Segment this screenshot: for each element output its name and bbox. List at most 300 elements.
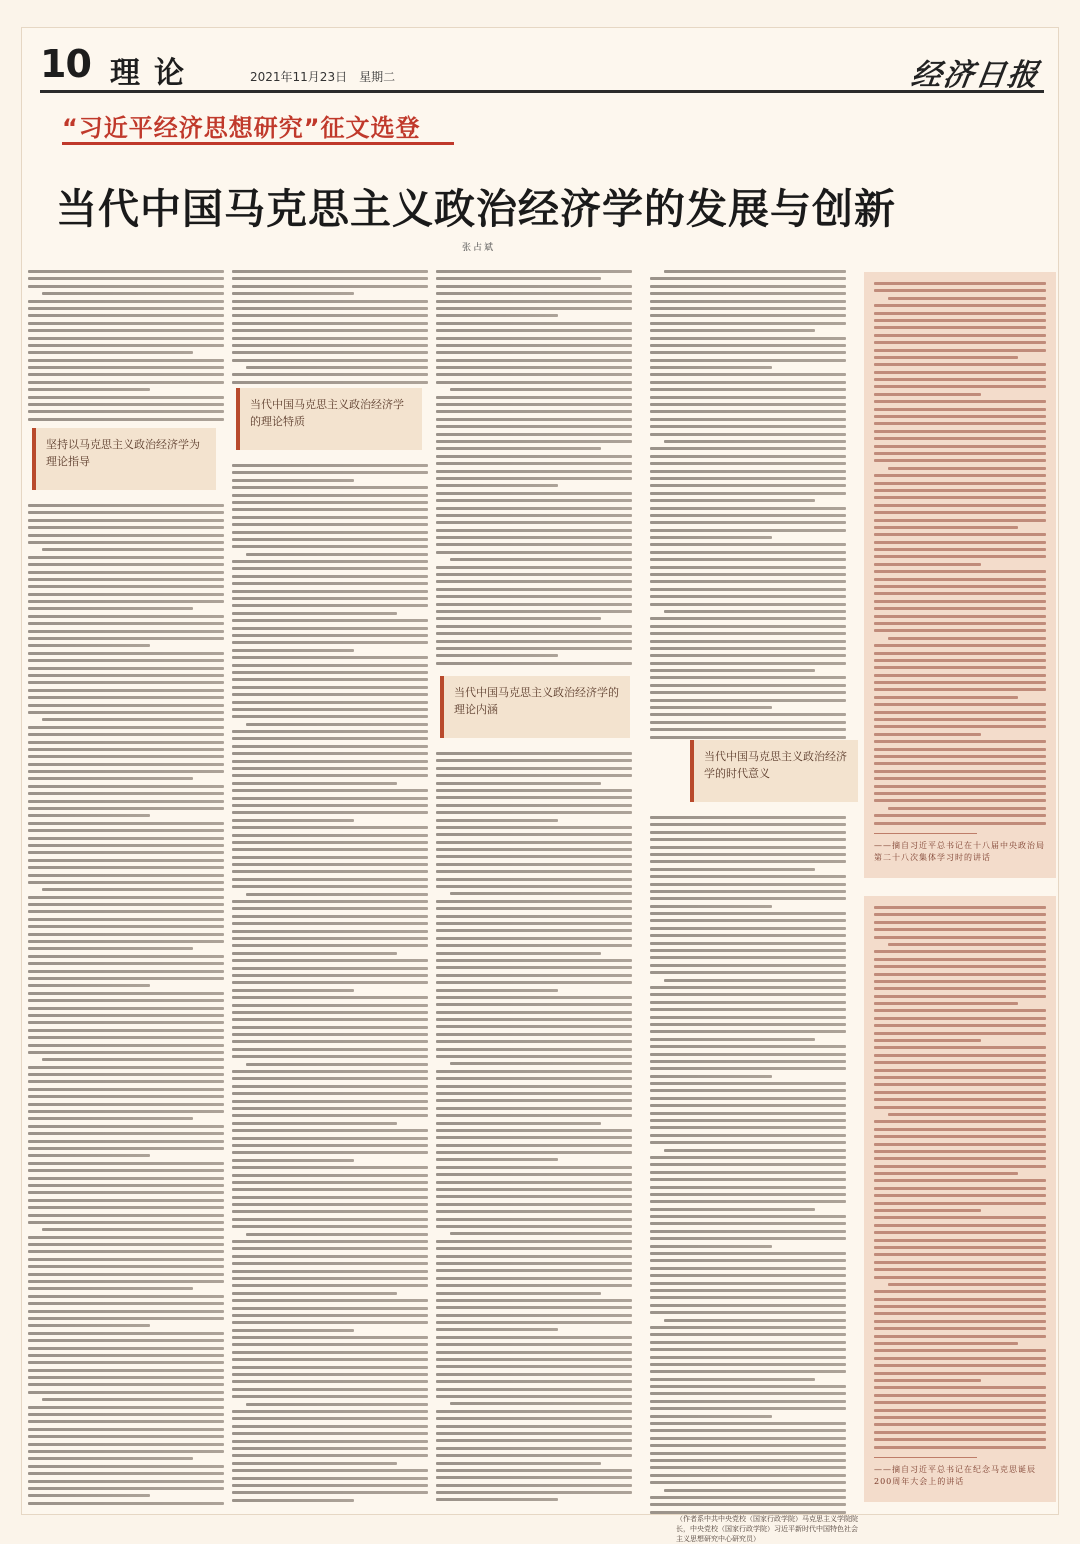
text-line bbox=[232, 664, 428, 667]
text-line bbox=[874, 400, 1046, 403]
text-line bbox=[874, 563, 981, 566]
text-line bbox=[28, 270, 224, 273]
text-line bbox=[650, 736, 846, 739]
text-line bbox=[436, 789, 632, 792]
text-line bbox=[874, 570, 1046, 573]
subhead-3 bbox=[440, 676, 630, 738]
text-line bbox=[232, 1373, 428, 1376]
text-line bbox=[436, 900, 632, 903]
text-line bbox=[28, 534, 224, 537]
text-line bbox=[874, 681, 1046, 684]
text-line bbox=[28, 903, 224, 906]
text-line bbox=[874, 526, 1018, 529]
text-line bbox=[436, 870, 632, 873]
text-line bbox=[436, 580, 632, 583]
text-line bbox=[874, 459, 1046, 462]
text-line bbox=[436, 507, 632, 510]
text-line bbox=[874, 1276, 1046, 1279]
text-line bbox=[232, 782, 397, 785]
text-line bbox=[436, 826, 632, 829]
text-line bbox=[664, 979, 846, 982]
text-line bbox=[650, 1237, 846, 1240]
text-line bbox=[28, 1169, 224, 1172]
text-line bbox=[42, 718, 224, 721]
text-line bbox=[650, 860, 846, 863]
text-line bbox=[436, 1395, 632, 1398]
text-line bbox=[436, 878, 632, 881]
text-line bbox=[28, 1472, 224, 1475]
text-line bbox=[232, 1277, 428, 1280]
text-line bbox=[232, 737, 428, 740]
text-line bbox=[436, 514, 632, 517]
text-line bbox=[650, 573, 846, 576]
text-line bbox=[650, 477, 846, 480]
text-line bbox=[436, 1498, 558, 1501]
text-line bbox=[28, 925, 224, 928]
text-line bbox=[232, 1129, 428, 1132]
text-line bbox=[28, 1103, 224, 1106]
text-line bbox=[650, 1097, 846, 1100]
text-line bbox=[450, 1232, 632, 1235]
text-line bbox=[28, 1273, 224, 1276]
text-line bbox=[436, 277, 601, 280]
text-line bbox=[874, 319, 1046, 322]
text-line bbox=[650, 964, 846, 967]
text-line bbox=[28, 1073, 224, 1076]
text-line bbox=[650, 868, 815, 871]
text-line bbox=[874, 1032, 1046, 1035]
text-line bbox=[650, 1422, 846, 1425]
text-line bbox=[436, 654, 558, 657]
text-line bbox=[650, 1104, 846, 1107]
text-line bbox=[232, 381, 428, 384]
text-line bbox=[650, 1474, 846, 1477]
text-line bbox=[28, 733, 224, 736]
text-line bbox=[874, 973, 1046, 976]
text-line bbox=[28, 970, 224, 973]
text-line bbox=[874, 1224, 1046, 1227]
text-line bbox=[232, 1314, 428, 1317]
text-line bbox=[28, 1162, 224, 1165]
text-line bbox=[436, 907, 632, 910]
text-line bbox=[232, 1225, 428, 1228]
text-line bbox=[232, 701, 428, 704]
text-line bbox=[650, 381, 846, 384]
text-line bbox=[436, 1439, 632, 1442]
text-line bbox=[28, 1354, 224, 1357]
text-line bbox=[436, 1048, 632, 1051]
article-column-3 bbox=[436, 270, 632, 669]
text-line bbox=[874, 629, 1046, 632]
text-line bbox=[28, 704, 224, 707]
text-line bbox=[436, 959, 632, 962]
text-line bbox=[874, 770, 1046, 773]
text-line bbox=[436, 1122, 601, 1125]
text-line bbox=[874, 688, 1046, 691]
text-line bbox=[232, 1343, 428, 1346]
newspaper-page bbox=[22, 28, 1058, 1543]
text-line bbox=[650, 588, 846, 591]
text-line bbox=[28, 822, 224, 825]
text-line bbox=[28, 351, 193, 354]
text-line bbox=[650, 1215, 846, 1218]
text-line bbox=[232, 870, 428, 873]
text-line bbox=[232, 730, 428, 733]
text-line bbox=[28, 837, 224, 840]
text-line bbox=[650, 617, 846, 620]
text-line bbox=[436, 344, 632, 347]
text-line bbox=[874, 1157, 1046, 1160]
text-line bbox=[232, 1048, 428, 1051]
text-line bbox=[874, 393, 981, 396]
text-line bbox=[28, 329, 224, 332]
text-line bbox=[450, 388, 632, 391]
text-line bbox=[650, 307, 846, 310]
text-line bbox=[874, 422, 1046, 425]
text-line bbox=[874, 799, 1046, 802]
text-line bbox=[650, 595, 846, 598]
text-line bbox=[650, 956, 846, 959]
text-line bbox=[874, 289, 1046, 292]
text-line bbox=[436, 1092, 632, 1095]
text-line bbox=[874, 326, 1046, 329]
text-line bbox=[28, 1391, 224, 1394]
text-line bbox=[28, 1258, 224, 1261]
text-line bbox=[436, 1380, 632, 1383]
text-line bbox=[232, 337, 428, 340]
text-line bbox=[28, 741, 224, 744]
text-line bbox=[650, 1400, 846, 1403]
newspaper-logo: 经济日报 bbox=[909, 58, 1042, 93]
text-line bbox=[436, 1284, 632, 1287]
text-line bbox=[874, 1179, 1046, 1182]
text-line bbox=[28, 644, 150, 647]
text-line bbox=[436, 1040, 632, 1043]
text-line bbox=[28, 1132, 224, 1135]
text-line bbox=[232, 634, 428, 637]
text-line bbox=[28, 955, 224, 958]
quote-source-2: ——摘自习近平总书记在纪念马克思诞辰200周年大会上的讲话 bbox=[874, 1464, 1036, 1486]
text-line bbox=[232, 1011, 428, 1014]
text-line bbox=[42, 292, 224, 295]
text-line bbox=[28, 814, 150, 817]
text-line bbox=[650, 566, 846, 569]
text-line bbox=[232, 1454, 428, 1457]
text-line bbox=[232, 277, 428, 280]
text-line bbox=[874, 511, 1046, 514]
text-line bbox=[232, 1417, 428, 1420]
text-line bbox=[436, 841, 632, 844]
text-line bbox=[650, 662, 846, 665]
text-line bbox=[650, 1171, 846, 1174]
text-line bbox=[650, 1030, 846, 1033]
text-line bbox=[232, 804, 428, 807]
text-line bbox=[28, 659, 224, 662]
quote-source-1: ——摘自习近平总书记在十八届中央政治局第二十八次集体学习时的讲话 bbox=[874, 840, 1045, 862]
text-line bbox=[232, 1144, 428, 1147]
text-line bbox=[232, 1166, 428, 1169]
text-line bbox=[232, 314, 428, 317]
text-line bbox=[28, 1287, 193, 1290]
text-line bbox=[232, 351, 428, 354]
text-line bbox=[436, 1018, 632, 1021]
text-line bbox=[436, 966, 632, 969]
text-line bbox=[232, 1491, 428, 1494]
text-line bbox=[232, 863, 428, 866]
text-line bbox=[232, 678, 428, 681]
text-line bbox=[874, 814, 1046, 817]
text-line bbox=[28, 910, 224, 913]
text-line bbox=[874, 1261, 1046, 1264]
text-line bbox=[436, 848, 632, 851]
article-column-1-cont bbox=[28, 504, 224, 1509]
text-line bbox=[232, 1425, 428, 1428]
text-line bbox=[232, 545, 428, 548]
text-line bbox=[436, 1476, 632, 1479]
text-line bbox=[232, 479, 354, 482]
text-line bbox=[436, 292, 632, 295]
text-line bbox=[650, 396, 846, 399]
text-line bbox=[28, 689, 224, 692]
text-line bbox=[436, 617, 601, 620]
text-line bbox=[232, 1122, 397, 1125]
text-line bbox=[874, 415, 1046, 418]
text-line bbox=[650, 300, 846, 303]
text-line bbox=[650, 816, 846, 819]
text-line bbox=[232, 848, 428, 851]
text-line bbox=[232, 1484, 428, 1487]
text-line bbox=[28, 829, 224, 832]
text-line bbox=[874, 1239, 1046, 1242]
text-line bbox=[436, 462, 632, 465]
text-line bbox=[232, 1196, 428, 1199]
text-line bbox=[650, 728, 846, 731]
text-line bbox=[874, 921, 1046, 924]
text-line bbox=[650, 285, 846, 288]
text-line bbox=[874, 1253, 1046, 1256]
kicker-underline bbox=[62, 142, 454, 145]
text-line bbox=[436, 1388, 632, 1391]
text-line bbox=[436, 1240, 632, 1243]
text-line bbox=[28, 652, 224, 655]
text-line bbox=[28, 1199, 224, 1202]
text-line bbox=[436, 455, 632, 458]
text-line bbox=[28, 851, 224, 854]
text-line bbox=[436, 1025, 632, 1028]
text-line bbox=[874, 541, 1046, 544]
text-line bbox=[874, 1423, 1046, 1426]
text-line bbox=[450, 558, 632, 561]
subhead-1 bbox=[32, 428, 216, 490]
text-line bbox=[28, 600, 224, 603]
text-line bbox=[232, 567, 428, 570]
text-line bbox=[28, 859, 224, 862]
text-line bbox=[436, 1218, 632, 1221]
text-line bbox=[436, 1343, 632, 1346]
text-line bbox=[28, 637, 224, 640]
text-line bbox=[232, 1151, 428, 1154]
text-line bbox=[650, 831, 846, 834]
text-line bbox=[436, 1099, 632, 1102]
text-line bbox=[650, 1348, 846, 1351]
text-line bbox=[874, 282, 1046, 285]
text-line bbox=[436, 1055, 632, 1058]
text-line bbox=[28, 541, 224, 544]
text-line bbox=[232, 344, 428, 347]
text-line bbox=[650, 1245, 772, 1248]
text-line bbox=[232, 996, 428, 999]
text-line bbox=[436, 396, 632, 399]
text-line bbox=[232, 856, 428, 859]
text-line bbox=[874, 1290, 1046, 1293]
text-line bbox=[874, 711, 1046, 714]
text-line bbox=[650, 919, 846, 922]
text-line bbox=[650, 1333, 846, 1336]
text-line bbox=[436, 403, 632, 406]
text-line bbox=[436, 595, 632, 598]
text-line bbox=[650, 484, 846, 487]
text-line bbox=[650, 1267, 846, 1270]
text-line bbox=[650, 1274, 846, 1277]
text-line bbox=[436, 351, 632, 354]
text-line bbox=[28, 381, 224, 384]
text-line bbox=[232, 834, 428, 837]
text-line bbox=[232, 767, 428, 770]
text-line bbox=[436, 1070, 632, 1073]
text-line bbox=[246, 1403, 428, 1406]
author-footnote: （作者系中共中央党校（国家行政学院）马克思主义学院院长，中央党校（国家行政学院）习近平新时代中国特色社会主义思想研究中心研究员） bbox=[676, 1515, 858, 1543]
text-line bbox=[874, 519, 1046, 522]
text-line bbox=[436, 1425, 632, 1428]
text-line bbox=[232, 1033, 428, 1036]
text-line bbox=[874, 777, 1046, 780]
text-line bbox=[650, 1385, 846, 1388]
text-line bbox=[874, 733, 981, 736]
text-line bbox=[874, 1002, 1018, 1005]
text-line bbox=[650, 684, 846, 687]
text-line bbox=[232, 1092, 428, 1095]
text-line bbox=[232, 1477, 428, 1480]
text-line bbox=[650, 927, 846, 930]
text-line bbox=[664, 610, 846, 613]
kicker-banner bbox=[62, 108, 454, 148]
text-line bbox=[28, 1502, 224, 1505]
text-line bbox=[664, 270, 846, 273]
text-line bbox=[28, 984, 150, 987]
text-line bbox=[28, 896, 224, 899]
text-line bbox=[650, 1119, 846, 1122]
text-line bbox=[28, 373, 224, 376]
text-line bbox=[874, 1342, 1018, 1345]
text-line bbox=[436, 536, 632, 539]
text-line bbox=[232, 1070, 428, 1073]
text-line bbox=[232, 1114, 428, 1117]
text-line bbox=[232, 1218, 428, 1221]
text-line bbox=[232, 989, 354, 992]
text-line bbox=[28, 388, 150, 391]
text-line bbox=[874, 1216, 1046, 1219]
text-line bbox=[28, 504, 224, 507]
text-line bbox=[436, 1432, 632, 1435]
text-line bbox=[650, 846, 846, 849]
text-line bbox=[28, 940, 224, 943]
text-line bbox=[232, 967, 428, 970]
text-line bbox=[232, 819, 354, 822]
text-line bbox=[232, 538, 428, 541]
text-line bbox=[874, 1106, 1046, 1109]
text-line bbox=[232, 523, 428, 526]
text-line bbox=[874, 792, 1046, 795]
text-line bbox=[874, 1091, 1046, 1094]
text-line bbox=[28, 1457, 193, 1460]
text-line bbox=[232, 1284, 428, 1287]
text-line bbox=[664, 440, 846, 443]
text-line bbox=[874, 533, 1046, 536]
text-line bbox=[28, 1420, 224, 1423]
text-line bbox=[232, 811, 428, 814]
text-line bbox=[874, 1268, 1046, 1271]
text-line bbox=[874, 1069, 1046, 1072]
text-line bbox=[650, 359, 846, 362]
text-line bbox=[650, 1200, 846, 1203]
text-line bbox=[874, 1046, 1046, 1049]
text-line bbox=[232, 501, 428, 504]
text-line bbox=[650, 1356, 846, 1359]
text-line bbox=[436, 410, 632, 413]
subhead-4 bbox=[690, 740, 858, 802]
text-line bbox=[874, 578, 1046, 581]
text-line bbox=[232, 1321, 428, 1324]
text-line bbox=[436, 929, 632, 932]
text-line bbox=[650, 875, 846, 878]
text-line bbox=[436, 1351, 632, 1354]
text-line bbox=[650, 647, 846, 650]
text-line bbox=[42, 888, 224, 891]
text-line bbox=[874, 928, 1046, 931]
text-line bbox=[888, 1283, 1046, 1286]
text-line bbox=[232, 686, 428, 689]
text-line bbox=[232, 627, 428, 630]
text-line bbox=[232, 1307, 428, 1310]
text-line bbox=[28, 622, 224, 625]
text-line bbox=[650, 934, 846, 937]
text-line bbox=[246, 1233, 428, 1236]
text-line bbox=[28, 866, 224, 869]
text-line bbox=[650, 551, 846, 554]
text-line bbox=[650, 1496, 846, 1499]
text-line bbox=[436, 470, 632, 473]
text-line bbox=[232, 841, 428, 844]
text-line bbox=[436, 551, 632, 554]
text-line bbox=[436, 314, 558, 317]
text-line bbox=[650, 1126, 846, 1129]
text-line bbox=[436, 796, 632, 799]
text-line bbox=[650, 514, 846, 517]
text-line bbox=[874, 385, 1046, 388]
text-line bbox=[874, 822, 1046, 825]
text-line bbox=[450, 892, 632, 895]
text-line bbox=[650, 1437, 846, 1440]
text-line bbox=[28, 874, 224, 877]
text-line bbox=[650, 993, 846, 996]
text-line bbox=[232, 885, 428, 888]
text-line bbox=[232, 329, 428, 332]
text-line bbox=[874, 1357, 1046, 1360]
text-line bbox=[874, 652, 1046, 655]
text-line bbox=[650, 1259, 846, 1262]
text-line bbox=[436, 1447, 632, 1450]
text-line bbox=[28, 844, 224, 847]
